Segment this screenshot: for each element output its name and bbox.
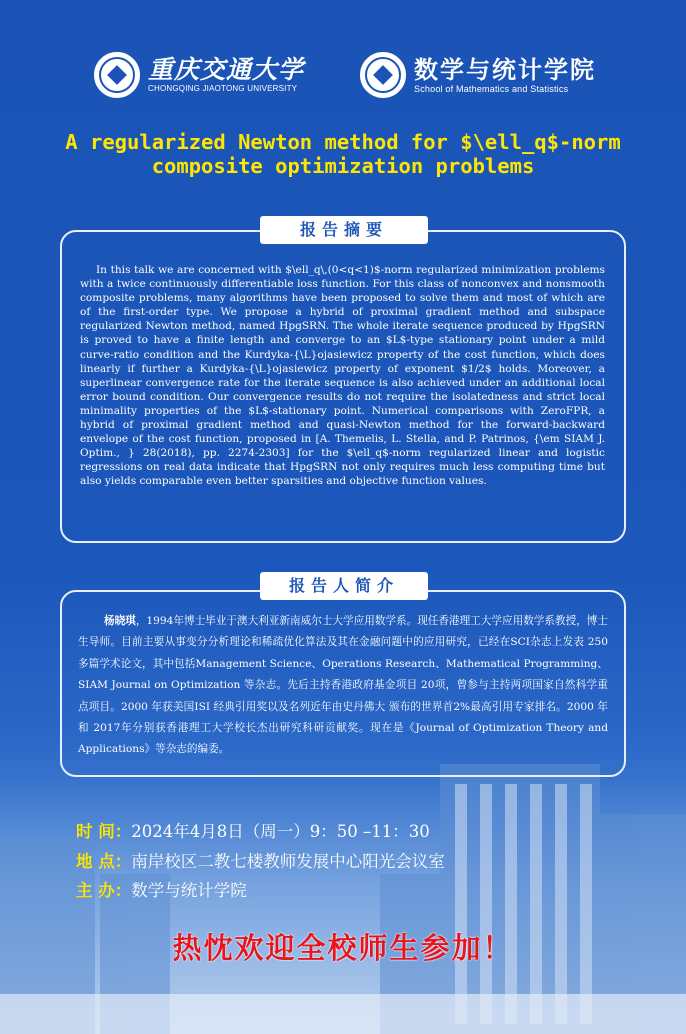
host-value: 数学与统计学院 [131,881,247,900]
time-label: 时 间： [76,822,132,841]
talk-title [20,130,666,178]
school-name-cn: 数学与统计学院 [414,55,596,84]
school-name-en: School of Mathematics and Statistics [414,84,569,94]
speaker-heading: 报告人简介 [260,572,428,600]
university-emblem-icon [94,52,140,98]
abstract-text: In this talk we are concerned with $\ell_q\,(0<q<1)$-norm regularized minimization problems with a twice continuously differentiable loss function. For this class of nonconvex and nonsmooth composite problems, many algorithms have been proposed to solve them and most of which are of the first-order type. We propose a hybrid of proximal gradient method and subspace regularized Newton method, named HpgSRN. The whole iterate sequence produced by HpgSRN is proved to have a finite length and converge to an $L$-type stationary point under a mild curve-ratio condition and the Kurdyka-{\L}ojasiewicz property of the cost function, which does linearly if further a Kurdyka-{\L}ojasiewicz property of exponent $1/2$ holds. Moreover, a superlinear convergence rate for the iterate sequence is also achieved under an additional local error bound condition. Our convergence results do not require the isolatedness and strict local minimality properties of the $L$-stationary point. Numerical comparisons with ZeroFPR, a hybrid of proximal gradient method and quasi-Newton method for the forward-backward envelope of the cost function, proposed in [A. Themelis, L. Stella, and P. Patrinos, {\em SIAM J. Optim., } 28(2018), pp. 2274-2303] for the $\ell_q$-norm regularized linear and logistic regressions on real data indicate that HpgSRN not only requires much less computing time but also yields comparable even better sparsities and objective function values. [80,264,605,488]
place-row [76,848,445,872]
welcome-banner: 热忱欢迎全校师生参加！ [172,931,514,965]
university-name-cn: 重庆交通大学 [148,55,305,84]
speaker-name: 杨晓琪 [104,615,136,627]
host-label: 主 办： [76,881,132,900]
time-row [76,818,430,842]
host-row [76,877,247,901]
talk-title-line2: composite optimization problems [151,154,535,178]
speaker-bio-text: ，1994年博士毕业于澳大利亚新南威尔士大学应用数学系。现任香港理工大学应用数学系教授，博士生导师。目前主要从事变分分析理论和稀疏优化算法及其在金融问题中的应用研究，已经在SCI杂志上发表 250 多篇学术论文，其中包括Management Science、Operations Research、Mathematical Programming、SIAM Journal on Optimization 等杂志。先后主持香港政府基金项目 20项，曾参与主持两项国家自然科学重点项目。2000 年获美国ISI 经典引用奖以及名列近年由史丹佛大 颁布的世界首2%最高引用专家排名。2000 年和 2017年分别获香港理工大学校长杰出研究科研贡献奖。现在是《Journal of Optimization Theory and Applications》等杂志的编委。 [78,615,608,756]
university-name-en: CHONGQING JIAOTONG UNIVERSITY [148,84,298,93]
talk-title-line1: A regularized Newton method for $\ell_q$-norm [65,130,621,154]
university-logo [94,52,304,98]
abstract-heading: 报告摘要 [260,216,428,244]
place-label: 地 点： [76,852,132,871]
school-logo [360,52,596,98]
time-value: 2024年4月8日（周一）9：50 –11：30 [131,822,430,841]
speaker-bio [78,611,608,761]
place-value: 南岸校区二教七楼教师发展中心阳光会议室 [131,852,445,871]
school-emblem-icon [360,52,406,98]
